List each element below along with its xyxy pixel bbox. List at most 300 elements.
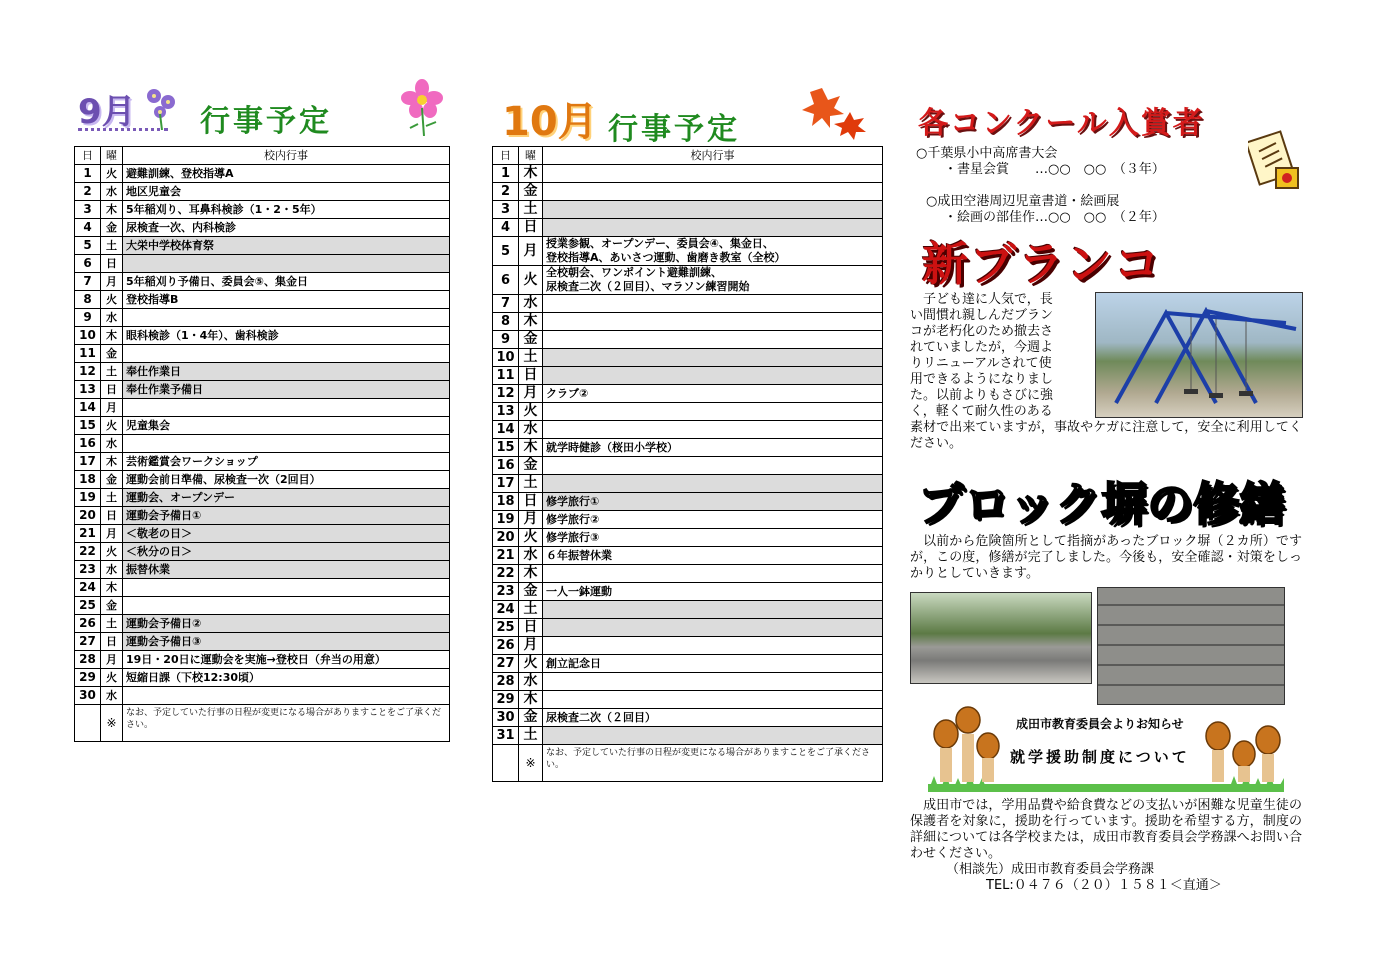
award-certificate-icon xyxy=(1248,128,1304,192)
event-cell xyxy=(543,237,883,266)
table-row xyxy=(75,417,450,435)
day-cell: 30 xyxy=(493,709,519,727)
table-row xyxy=(75,273,450,291)
day-cell: 4 xyxy=(75,219,101,237)
weekday-cell: 水 xyxy=(101,561,123,579)
event-cell: 運動会前日準備、尿検査一次（2回目） xyxy=(123,471,450,489)
table-row xyxy=(75,489,450,507)
table-row xyxy=(493,709,883,727)
event-line: 登校指導A、あいさつ運動、歯磨き教室（全校） xyxy=(546,251,786,264)
header-weekday: 曜 xyxy=(101,147,123,165)
table-row xyxy=(75,687,450,705)
table-row xyxy=(493,331,883,349)
weekday-cell: 火 xyxy=(519,403,543,421)
table-row xyxy=(75,237,450,255)
table-row xyxy=(75,219,450,237)
event-cell: 5年稲刈り、耳鼻科検診（1・2・5年） xyxy=(123,201,450,219)
weekday-cell: 水 xyxy=(519,295,543,313)
event-cell xyxy=(543,475,883,493)
day-cell: 6 xyxy=(493,266,519,295)
note-mark: ※ xyxy=(101,705,123,742)
weekday-cell: 月 xyxy=(101,651,123,669)
weekday-cell: 木 xyxy=(519,691,543,709)
day-cell: 16 xyxy=(493,457,519,475)
day-cell: 10 xyxy=(493,349,519,367)
swing-text-line: コが老朽化のため撤去さ xyxy=(910,324,1054,339)
table-row xyxy=(493,583,883,601)
table-row xyxy=(75,507,450,525)
table-row xyxy=(493,385,883,403)
event-cell: 運動会予備日② xyxy=(123,615,450,633)
day-cell: 9 xyxy=(75,309,101,327)
table-row xyxy=(493,439,883,457)
event-cell: ６年振替休業 xyxy=(543,547,883,565)
event-cell xyxy=(543,691,883,709)
weekday-cell: 土 xyxy=(101,363,123,381)
event-cell: 尿検査二次（２回目） xyxy=(543,709,883,727)
table-row xyxy=(493,493,883,511)
event-cell xyxy=(543,349,883,367)
weekday-cell: 水 xyxy=(101,435,123,453)
day-cell: 16 xyxy=(75,435,101,453)
table-row xyxy=(493,529,883,547)
table-row xyxy=(75,453,450,471)
day-cell: 21 xyxy=(75,525,101,543)
day-cell: 27 xyxy=(75,633,101,651)
september-title: 行事予定 xyxy=(200,104,332,139)
header-day: 日 xyxy=(75,147,101,165)
day-cell: 28 xyxy=(75,651,101,669)
contest-line-1: ○千葉県小中高席書大会 xyxy=(916,146,1058,161)
weekday-cell: 水 xyxy=(101,687,123,705)
table-row xyxy=(493,727,883,745)
weekday-cell: 日 xyxy=(519,219,543,237)
event-cell xyxy=(123,309,450,327)
day-cell: 31 xyxy=(493,727,519,745)
day-cell: 28 xyxy=(493,673,519,691)
table-row xyxy=(75,381,450,399)
weekday-cell: 金 xyxy=(519,183,543,201)
notice-title: 就学援助制度について xyxy=(1010,748,1190,766)
weekday-cell: 木 xyxy=(519,313,543,331)
table-row xyxy=(75,255,450,273)
weekday-cell: 日 xyxy=(101,633,123,651)
day-cell: 21 xyxy=(493,547,519,565)
swing-text xyxy=(910,292,1090,420)
weekday-cell: 金 xyxy=(101,345,123,363)
weekday-cell: 水 xyxy=(101,183,123,201)
weekday-cell: 火 xyxy=(519,529,543,547)
october-title: 行事予定 xyxy=(608,112,740,147)
table-row xyxy=(75,597,450,615)
weekday-cell: 水 xyxy=(519,547,543,565)
weekday-cell: 月 xyxy=(101,273,123,291)
table-row xyxy=(75,399,450,417)
table-row xyxy=(493,201,883,219)
table-header-row xyxy=(493,147,883,165)
day-cell: 20 xyxy=(75,507,101,525)
day-cell: 2 xyxy=(493,183,519,201)
weekday-cell: 金 xyxy=(519,709,543,727)
event-cell: 振替休業 xyxy=(123,561,450,579)
wall-title: ブロック塀の修繕 xyxy=(918,477,1286,531)
day-cell: 19 xyxy=(493,511,519,529)
notice-from: 成田市教育委員会よりお知らせ xyxy=(1016,717,1184,731)
weekday-cell: 木 xyxy=(519,165,543,183)
table-row xyxy=(493,691,883,709)
day-cell: 18 xyxy=(75,471,101,489)
event-cell xyxy=(543,421,883,439)
day-cell: 23 xyxy=(75,561,101,579)
table-row xyxy=(493,165,883,183)
event-cell xyxy=(543,295,883,313)
event-cell xyxy=(543,727,883,745)
event-cell xyxy=(543,403,883,421)
day-cell: 29 xyxy=(493,691,519,709)
weekday-cell: 水 xyxy=(519,673,543,691)
event-cell: 就学時健診（桜田小学校） xyxy=(543,439,883,457)
weekday-cell: 火 xyxy=(101,669,123,687)
day-cell: 26 xyxy=(493,637,519,655)
table-row xyxy=(75,471,450,489)
wall-text: 以前から危険箇所として指摘があったブロック塀（２カ所）ですが，この度，修繕が完了しました。今後も，安全確認・対策をしっかりとしていきます。 xyxy=(910,534,1302,581)
event-cell: 登校指導B xyxy=(123,291,450,309)
weekday-cell: 金 xyxy=(101,471,123,489)
table-row xyxy=(75,363,450,381)
event-cell xyxy=(543,165,883,183)
swing-title: 新ブランコ xyxy=(922,237,1162,291)
weekday-cell: 木 xyxy=(101,579,123,597)
table-row xyxy=(493,619,883,637)
weekday-cell: 日 xyxy=(101,507,123,525)
day-cell: 5 xyxy=(493,237,519,266)
event-cell: 大栄中学校体育祭 xyxy=(123,237,450,255)
weekday-cell: 木 xyxy=(101,201,123,219)
event-cell: 修学旅行③ xyxy=(543,529,883,547)
event-cell: 創立記念日 xyxy=(543,655,883,673)
day-cell: 15 xyxy=(75,417,101,435)
table-row xyxy=(493,637,883,655)
day-cell: 13 xyxy=(493,403,519,421)
swing-text-line: た。以前よりもさびに強 xyxy=(910,388,1054,403)
day-cell: 14 xyxy=(75,399,101,417)
note-row xyxy=(493,745,883,782)
table-row xyxy=(75,561,450,579)
table-row xyxy=(493,547,883,565)
table-row xyxy=(493,237,883,266)
event-cell: 芸術鑑賞会ワークショップ xyxy=(123,453,450,471)
day-cell: 14 xyxy=(493,421,519,439)
header-weekday: 曜 xyxy=(519,147,543,165)
event-cell xyxy=(123,399,450,417)
table-row xyxy=(493,295,883,313)
weekday-cell: 火 xyxy=(101,165,123,183)
weekday-cell: 水 xyxy=(101,309,123,327)
weekday-cell: 土 xyxy=(519,727,543,745)
event-cell: 運動会、オープンデー xyxy=(123,489,450,507)
day-cell: 3 xyxy=(493,201,519,219)
table-row xyxy=(493,183,883,201)
october-table-body xyxy=(493,147,883,782)
day-cell: 18 xyxy=(493,493,519,511)
day-cell: 1 xyxy=(493,165,519,183)
event-line: 全校朝会、ワンポイント避難訓練、 xyxy=(546,266,722,279)
autumn-leaves-icon xyxy=(800,86,870,142)
day-cell: 23 xyxy=(493,583,519,601)
september-table-body xyxy=(75,147,450,742)
table-row xyxy=(75,327,450,345)
october-month-label: 10月 xyxy=(502,99,598,145)
weekday-cell: 日 xyxy=(519,493,543,511)
table-row xyxy=(75,291,450,309)
weekday-cell: 火 xyxy=(101,543,123,561)
weekday-cell: 木 xyxy=(519,565,543,583)
table-row xyxy=(493,673,883,691)
event-cell xyxy=(123,579,450,597)
weekday-cell: 水 xyxy=(519,421,543,439)
event-cell: 一人一鉢運動 xyxy=(543,583,883,601)
day-cell: 8 xyxy=(75,291,101,309)
weekday-cell: 金 xyxy=(519,457,543,475)
note-blank xyxy=(75,705,101,742)
september-month-label: 9月 xyxy=(78,92,136,132)
day-cell: 13 xyxy=(75,381,101,399)
table-row xyxy=(75,183,450,201)
day-cell: 1 xyxy=(75,165,101,183)
event-cell xyxy=(543,313,883,331)
event-cell xyxy=(123,597,450,615)
day-cell: 4 xyxy=(493,219,519,237)
table-row xyxy=(493,421,883,439)
event-cell xyxy=(543,331,883,349)
day-cell: 30 xyxy=(75,687,101,705)
table-row xyxy=(493,367,883,385)
event-cell xyxy=(543,457,883,475)
header-events: 校内行事 xyxy=(123,147,450,165)
day-cell: 12 xyxy=(75,363,101,381)
weekday-cell: 月 xyxy=(519,511,543,529)
notice-tel: TEL:０４７６（２０）１５８１＜直通＞ xyxy=(986,878,1222,893)
day-cell: 22 xyxy=(493,565,519,583)
table-row xyxy=(75,579,450,597)
weekday-cell: 月 xyxy=(519,237,543,266)
schedule-note: なお、予定していた行事の日程が変更になる場合がありますことをご了承ください。 xyxy=(123,705,450,742)
day-cell: 2 xyxy=(75,183,101,201)
swing-text-line: 子ども達に人気で，長 xyxy=(910,292,1053,307)
october-heading xyxy=(500,90,880,146)
weekday-cell: 月 xyxy=(101,525,123,543)
weekday-cell: 火 xyxy=(101,291,123,309)
event-cell xyxy=(543,637,883,655)
day-cell: 15 xyxy=(493,439,519,457)
day-cell: 20 xyxy=(493,529,519,547)
table-row xyxy=(75,669,450,687)
day-cell: 29 xyxy=(75,669,101,687)
event-cell xyxy=(543,601,883,619)
day-cell: 3 xyxy=(75,201,101,219)
table-row xyxy=(75,651,450,669)
swing-text-line: れていましたが，今週よ xyxy=(910,340,1054,355)
header-day: 日 xyxy=(493,147,519,165)
notice-text: 成田市では，学用品費や給食費などの支払いが困難な児童生徒の保護者を対象に，援助を行っています。援助を希望する方，制度の詳細については各学校または，成田市教育委員会学務課へお問い合わせください。 xyxy=(910,798,1302,861)
table-row xyxy=(75,309,450,327)
wall-photo-2 xyxy=(1097,587,1285,705)
contest-title: 各コンクール入賞者 xyxy=(918,106,1205,141)
swing-text-line: く，軽くて耐久性のある xyxy=(910,404,1053,419)
day-cell: 24 xyxy=(493,601,519,619)
table-row xyxy=(493,511,883,529)
swing-text-line: い間慣れ親しんだブラン xyxy=(910,308,1054,323)
event-cell xyxy=(543,201,883,219)
day-cell: 5 xyxy=(75,237,101,255)
weekday-cell: 金 xyxy=(101,597,123,615)
day-cell: 17 xyxy=(493,475,519,493)
note-mark: ※ xyxy=(519,745,543,782)
table-row xyxy=(75,525,450,543)
event-cell: 地区児童会 xyxy=(123,183,450,201)
day-cell: 10 xyxy=(75,327,101,345)
day-cell: 19 xyxy=(75,489,101,507)
weekday-cell: 木 xyxy=(519,439,543,457)
event-cell xyxy=(543,266,883,295)
day-cell: 27 xyxy=(493,655,519,673)
event-cell: 修学旅行① xyxy=(543,493,883,511)
event-cell xyxy=(123,345,450,363)
swing-text-line: 用できるようになりまし xyxy=(910,372,1054,387)
note-blank xyxy=(493,745,519,782)
event-cell xyxy=(543,219,883,237)
weekday-cell: 日 xyxy=(101,255,123,273)
event-cell: ＜敬老の日＞ xyxy=(123,525,450,543)
table-row xyxy=(75,201,450,219)
september-schedule-table xyxy=(74,146,450,742)
weekday-cell: 土 xyxy=(101,489,123,507)
weekday-cell: 月 xyxy=(519,385,543,403)
table-row xyxy=(493,266,883,295)
weekday-cell: 日 xyxy=(519,367,543,385)
event-cell: 修学旅行② xyxy=(543,511,883,529)
table-header-row xyxy=(75,147,450,165)
day-cell: 11 xyxy=(75,345,101,363)
day-cell: 26 xyxy=(75,615,101,633)
weekday-cell: 土 xyxy=(519,349,543,367)
event-cell: 奉仕作業予備日 xyxy=(123,381,450,399)
swing-text-line: りリニューアルされて使 xyxy=(910,356,1052,371)
swing-frame-icon xyxy=(1096,293,1302,417)
table-row xyxy=(75,345,450,363)
event-cell: 奉仕作業日 xyxy=(123,363,450,381)
table-row xyxy=(493,565,883,583)
notice-contact: （相談先）成田市教育委員会学務課 xyxy=(946,862,1155,877)
table-row xyxy=(75,435,450,453)
day-cell: 25 xyxy=(493,619,519,637)
event-cell: 5年稲刈り予備日、委員会⑤、集金日 xyxy=(123,273,450,291)
day-cell: 12 xyxy=(493,385,519,403)
event-cell: 眼科検診（1・4年）、歯科検診 xyxy=(123,327,450,345)
event-cell: 尿検査一次、内科検診 xyxy=(123,219,450,237)
october-schedule-table xyxy=(492,146,883,782)
bellflower-icon xyxy=(140,84,186,130)
day-cell: 8 xyxy=(493,313,519,331)
event-cell: 19日・20日に運動会を実施→登校日（弁当の用意） xyxy=(123,651,450,669)
table-row xyxy=(75,165,450,183)
event-cell xyxy=(123,255,450,273)
day-cell: 9 xyxy=(493,331,519,349)
contest-line-4: ・絵画の部佳作…○○ ○○ （２年） xyxy=(944,210,1165,225)
day-cell: 6 xyxy=(75,255,101,273)
table-row xyxy=(493,349,883,367)
weekday-cell: 土 xyxy=(519,601,543,619)
event-cell xyxy=(543,619,883,637)
table-row xyxy=(493,475,883,493)
weekday-cell: 月 xyxy=(519,637,543,655)
event-cell xyxy=(543,367,883,385)
weekday-cell: 土 xyxy=(101,615,123,633)
contest-line-3: ○成田空港周辺児童書道・絵画展 xyxy=(926,194,1120,209)
weekday-cell: 月 xyxy=(101,399,123,417)
event-cell: 避難訓練、登校指導A xyxy=(123,165,450,183)
weekday-cell: 金 xyxy=(519,583,543,601)
event-cell xyxy=(543,673,883,691)
schedule-note: なお、予定していた行事の日程が変更になる場合がありますことをご了承ください。 xyxy=(543,745,883,782)
event-cell xyxy=(123,435,450,453)
cosmos-flower-icon xyxy=(398,78,448,136)
day-cell: 17 xyxy=(75,453,101,471)
event-cell: 運動会予備日① xyxy=(123,507,450,525)
day-cell: 22 xyxy=(75,543,101,561)
table-row xyxy=(493,313,883,331)
september-heading xyxy=(76,84,456,140)
weekday-cell: 日 xyxy=(519,619,543,637)
event-cell: 運動会予備日③ xyxy=(123,633,450,651)
event-cell xyxy=(123,687,450,705)
header-events: 校内行事 xyxy=(543,147,883,165)
weekday-cell: 日 xyxy=(101,381,123,399)
table-row xyxy=(493,457,883,475)
table-row xyxy=(75,615,450,633)
table-row xyxy=(493,601,883,619)
contest-line-2: ・書星会賞 …○○ ○○ （３年） xyxy=(944,162,1165,177)
weekday-cell: 土 xyxy=(519,201,543,219)
table-row xyxy=(493,219,883,237)
weekday-cell: 金 xyxy=(519,331,543,349)
weekday-cell: 木 xyxy=(101,453,123,471)
table-row xyxy=(75,633,450,651)
day-cell: 24 xyxy=(75,579,101,597)
day-cell: 25 xyxy=(75,597,101,615)
note-row xyxy=(75,705,450,742)
event-cell xyxy=(543,565,883,583)
day-cell: 7 xyxy=(75,273,101,291)
event-line: 授業参観、オープンデー、委員会④、集金日、 xyxy=(546,237,774,250)
weekday-cell: 土 xyxy=(101,237,123,255)
event-cell: 児童集会 xyxy=(123,417,450,435)
event-cell xyxy=(543,183,883,201)
table-row xyxy=(493,655,883,673)
day-cell: 7 xyxy=(493,295,519,313)
swing-text-tail: 素材で出来ていますが，事故やケガに注意して，安全に利用してください。 xyxy=(910,420,1302,451)
weekday-cell: 火 xyxy=(519,655,543,673)
event-cell: ＜秋分の日＞ xyxy=(123,543,450,561)
day-cell: 11 xyxy=(493,367,519,385)
weekday-cell: 木 xyxy=(101,327,123,345)
table-row xyxy=(493,403,883,421)
weekday-cell: 土 xyxy=(519,475,543,493)
weekday-cell: 火 xyxy=(519,266,543,295)
event-cell: 短縮日課（下校12:30頃） xyxy=(123,669,450,687)
weekday-cell: 火 xyxy=(101,417,123,435)
table-row xyxy=(75,543,450,561)
